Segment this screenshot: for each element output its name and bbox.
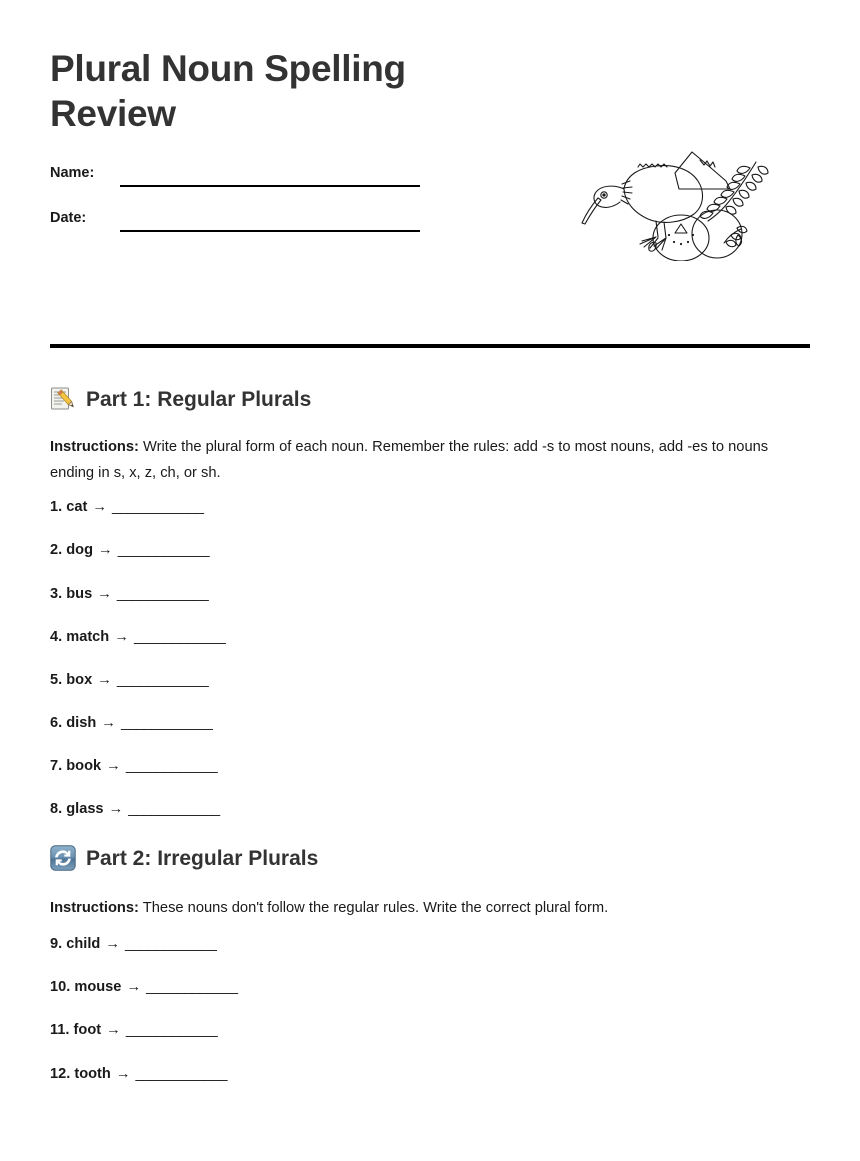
answer-blank[interactable]: ____________ xyxy=(120,714,213,731)
answer-blank[interactable]: ____________ xyxy=(125,1022,218,1039)
item-word: child xyxy=(66,936,101,953)
arrow-icon: → xyxy=(106,1022,121,1039)
item-number: 1. xyxy=(50,499,63,516)
arrow-icon: → xyxy=(97,585,112,602)
part-1-item-list xyxy=(50,500,812,816)
item-number: 11. xyxy=(50,1022,70,1039)
arrow-icon: → xyxy=(126,979,142,996)
item-row xyxy=(50,630,812,645)
item-number: 9. xyxy=(50,936,63,953)
item-row xyxy=(50,1023,812,1038)
part-1-instructions-label: Instructions: xyxy=(50,439,139,455)
part-2-heading xyxy=(50,845,812,871)
refresh-icon xyxy=(50,845,76,871)
arrow-icon: → xyxy=(106,757,121,774)
item-word: book xyxy=(66,757,102,774)
item-row xyxy=(50,802,812,817)
date-field-row xyxy=(50,207,430,252)
arrow-icon: → xyxy=(115,1065,131,1082)
answer-blank[interactable]: ____________ xyxy=(135,1065,227,1082)
part-2-instructions xyxy=(50,895,795,921)
answer-blank[interactable]: ____________ xyxy=(112,499,204,516)
section-part-1 xyxy=(50,386,812,817)
arrow-icon: → xyxy=(108,800,124,817)
item-word: foot xyxy=(73,1022,102,1039)
part-2-heading-text: Part 2: Irregular Plurals xyxy=(86,846,319,870)
item-word: bus xyxy=(66,585,93,602)
part-1-instructions xyxy=(50,434,795,486)
date-input-line[interactable] xyxy=(120,230,420,232)
part-2-instructions-label: Instructions: xyxy=(50,900,139,917)
arrow-icon: → xyxy=(92,499,107,516)
item-row xyxy=(50,980,812,995)
name-field-row xyxy=(50,162,430,207)
item-number: 6. xyxy=(50,714,63,731)
section-part-2 xyxy=(50,845,812,1081)
item-number: 10. xyxy=(50,979,71,996)
student-info-fields xyxy=(50,162,430,252)
item-row xyxy=(50,716,812,731)
item-row xyxy=(50,543,812,558)
item-word: mouse xyxy=(74,979,122,996)
document-header xyxy=(50,46,550,136)
answer-blank[interactable]: ____________ xyxy=(125,936,217,953)
answer-blank[interactable]: ____________ xyxy=(133,628,226,645)
item-row xyxy=(50,1067,812,1082)
arrow-icon: → xyxy=(114,628,129,645)
answer-blank[interactable]: ____________ xyxy=(117,542,210,559)
item-number: 12. xyxy=(50,1065,71,1082)
part-2-instructions-text: These nouns don't follow the regular rules. Write the correct plural form. xyxy=(138,900,609,917)
answer-blank[interactable]: ____________ xyxy=(128,800,220,817)
name-input-line[interactable] xyxy=(120,185,420,187)
answer-blank[interactable]: ____________ xyxy=(116,671,209,688)
item-row xyxy=(50,500,812,515)
item-word: glass xyxy=(66,800,104,817)
item-word: tooth xyxy=(74,1065,111,1082)
arrow-icon: → xyxy=(105,936,120,953)
item-word: dish xyxy=(66,714,97,731)
item-word: cat xyxy=(66,499,88,516)
item-number: 2. xyxy=(50,542,63,559)
arrow-icon: → xyxy=(98,542,113,559)
arrow-icon: → xyxy=(97,671,112,688)
item-number: 5. xyxy=(50,671,63,688)
item-word: box xyxy=(66,671,93,688)
item-row xyxy=(50,587,812,602)
item-row xyxy=(50,759,812,774)
memo-icon xyxy=(50,386,76,412)
item-word: dog xyxy=(66,542,93,559)
arrow-icon: → xyxy=(101,714,116,731)
item-number: 7. xyxy=(50,757,63,774)
item-word: match xyxy=(66,628,110,645)
answer-blank[interactable]: ____________ xyxy=(146,979,238,996)
page-title: Plural Noun Spelling Review xyxy=(50,48,406,135)
item-number: 8. xyxy=(50,800,63,817)
worksheet-content xyxy=(50,386,812,1110)
section-divider xyxy=(50,344,810,348)
name-field-label: Name: xyxy=(50,165,95,181)
part-2-item-list xyxy=(50,937,812,1081)
item-row xyxy=(50,937,812,952)
answer-blank[interactable]: ____________ xyxy=(116,585,209,602)
item-row xyxy=(50,673,812,688)
part-1-heading-text: Part 1: Regular Plurals xyxy=(86,387,312,411)
item-number: 3. xyxy=(50,585,63,602)
answer-blank[interactable]: ____________ xyxy=(125,757,218,774)
kiwi-bird-illustration xyxy=(578,143,770,261)
item-number: 4. xyxy=(50,628,63,645)
part-1-instructions-text: Write the plural form of each noun. Remember the rules: add -s to most nouns, add -es to nouns ending in s, x, z, ch, or sh. xyxy=(50,439,769,482)
date-field-label: Date: xyxy=(50,210,87,226)
part-1-heading xyxy=(50,386,812,412)
